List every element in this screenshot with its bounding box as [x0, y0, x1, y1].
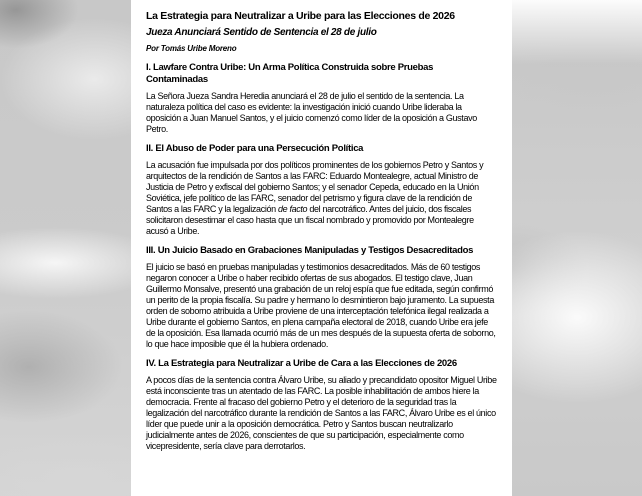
section-paragraph: A pocos días de la sentencia contra Álvaro Uribe, su aliado y precandidato opositor Miguel Uribe está inconsciente tras un atentado de las FARC. La posible inhabilitación de ambos hiere la democracia. Frente al fracaso del gobierno Petro y el deterioro de la seguridad tras la legalización del narcotráfico durante la rendición de Santos a las FARC, Álvaro Uribe es el único líder que puede unir a la oposición democrática. Petro y Santos buscan neutralizarlo judicialmente antes de 2026, conscientes de que su participación, especialmente como vicepresidente, sería clave para derrotarlos.: [146, 375, 497, 451]
section-heading: IV. La Estrategia para Neutralizar a Uribe de Cara a las Elecciones de 2026: [146, 358, 457, 369]
paragraph-run: del narcotráfico. Antes del juicio, dos fiscales solicitaron desestimar el caso hasta que un fiscal nombrado y promovido por Montealegre acusó a Uribe.: [146, 204, 474, 236]
section-paragraph: La Señora Jueza Sandra Heredia anunciará el 28 de julio el sentido de la sentencia. La naturaleza política del caso es evidente: la investigación inició cuando Uribe lideraba la oposición a Juan Manuel Santos, y el juicio comenzó como líder de la oposición a Gustavo Petro.: [146, 91, 477, 134]
section-heading: I. Lawfare Contra Uribe: Un Arma Política Construida sobre Pruebas Contaminadas: [146, 62, 434, 85]
section-paragraph: El juicio se basó en pruebas manipuladas y testimonios desacreditados. Más de 60 testigos negaron conocer a Uribe o haber recibido ofertas de sus abogados. El testigo clave, Juan Guillermo Monsalve, presentó una grabación de un reloj espía que fue editada, según confirmó un perito de la propia fiscalía. Su padre y hermano lo desmintieron bajo juramento. La supuesta orden de soborno atribuida a Uribe proviene de una interceptación telefónica ilegal realizada a Uribe durante el gobierno Santos, en plena campaña electoral de 2018, cuando Uribe era jefe de la oposición. Esa llamada ocurrió más de un mes después de la supuesta oferta de soborno, lo que hace imposible que él la hubiera ordenado.: [146, 262, 496, 349]
section-4: [146, 358, 497, 452]
document-subtitle: Jueza Anunciará Sentido de Sentencia el 28 de julio: [146, 27, 377, 38]
section-1: [146, 62, 497, 135]
section-heading: III. Un Juicio Basado en Grabaciones Manipuladas y Testigos Desacreditados: [146, 245, 474, 256]
document-page: [131, 0, 512, 496]
background-matte-left: [0, 0, 131, 496]
section-3: [146, 245, 497, 350]
paragraph-run-italic: de facto: [277, 204, 308, 214]
document-byline: Por Tomás Uribe Moreno: [146, 44, 237, 53]
paragraph-run: La acusación fue impulsada por dos políticos prominentes de los gobiernos Petro y Santos y arquitectos de la rendición de Santos a las FARC: Eduardo Montealegre, actual Ministro de Justicia de Petro y exfiscal del gobierno Santos; y el senador Cepeda, educado en la Unión Soviética, jefe político de las FARC, senador del petrismo y figura clave de la rendición de Santos a las FARC y la legalización: [146, 160, 484, 214]
background-matte-right: [512, 0, 642, 496]
section-paragraph: [146, 160, 497, 237]
document-title: La Estrategia para Neutralizar a Uribe para las Elecciones de 2026: [146, 10, 455, 22]
section-heading: II. El Abuso de Poder para una Persecución Política: [146, 143, 364, 154]
section-2: [146, 143, 497, 237]
